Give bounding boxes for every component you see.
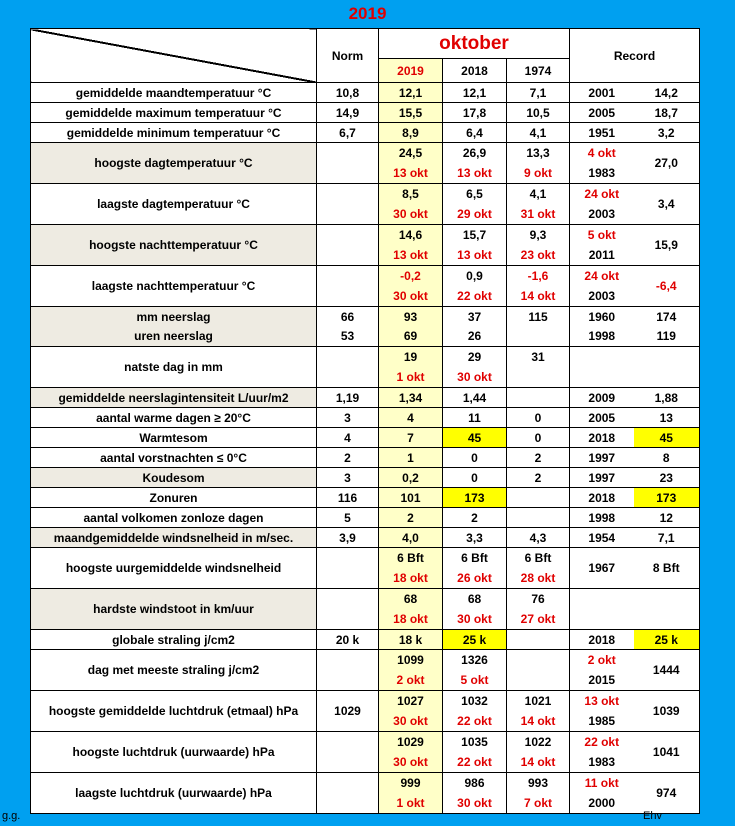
value-y2018 [443,184,507,225]
value-y2018 [443,225,507,266]
value-y1974: 0 [507,428,570,448]
record-year [570,589,634,630]
value-y2019 [379,773,443,814]
table-row [31,528,700,548]
table-row [31,650,700,691]
record-year-value: 2000 [588,796,616,810]
value-date: 27 okt [520,612,556,626]
year-header-2018: 2018 [443,59,507,83]
value-y2019: 4 [379,408,443,428]
norm-value: 4 [317,428,379,448]
value-y2018: 11 [443,408,507,428]
table-row [31,589,700,630]
value-main: 1035 [461,735,488,749]
table-row [31,691,700,732]
corner-diagonal-cell [31,29,317,83]
value-y1974 [507,327,570,347]
value-y2019 [379,266,443,307]
value-date: 26 okt [457,571,492,585]
record-year [570,347,634,388]
value-y1974 [507,488,570,508]
value-y1974: 2 [507,448,570,468]
value-y1974: 2 [507,468,570,488]
row-label: aantal volkomen zonloze dagen [31,508,317,528]
value-y2019: 101 [379,488,443,508]
row-label: Zonuren [31,488,317,508]
row-label: hoogste gemiddelde luchtdruk (etmaal) hPa [31,691,317,732]
value-y2019 [379,548,443,589]
value-y2018: 17,8 [443,103,507,123]
value-date: 22 okt [457,289,492,303]
record-value: 8 Bft [634,548,700,589]
table-row [31,428,700,448]
record-value: 27,0 [634,143,700,184]
value-date: 30 okt [457,796,492,810]
value-y2019: 93 [379,307,443,327]
value-date: 30 okt [393,714,428,728]
record-value: 8 [634,448,700,468]
norm-value [317,225,379,266]
value-y1974 [507,143,570,184]
record-value: 7,1 [634,528,700,548]
record-year: 2005 [570,408,634,428]
year-header-2019: 2019 [379,59,443,83]
value-y2019: 7 [379,428,443,448]
record-value: 1041 [634,732,700,773]
norm-value: 20 k [317,630,379,650]
record-value: 3,4 [634,184,700,225]
value-y2019: 1,34 [379,388,443,408]
table-row [31,327,700,347]
table-row [31,123,700,143]
value-main: 68 [403,592,418,606]
value-y1974 [507,347,570,388]
row-label: mm neerslag [31,307,317,327]
row-label: natste dag in mm [31,347,317,388]
value-main: 1021 [524,694,552,708]
norm-value: 1,19 [317,388,379,408]
record-value [634,589,700,630]
value-y2019 [379,184,443,225]
value-y2019: 12,1 [379,83,443,103]
value-y1974: 4,1 [507,123,570,143]
row-label: hoogste luchtdruk (uurwaarde) hPa [31,732,317,773]
table-row [31,143,700,184]
value-date: 13 okt [457,166,492,180]
table-row [31,508,700,528]
record-year [570,266,634,307]
record-date [570,589,634,609]
value-main: -1,6 [527,269,549,283]
value-main: 9,3 [529,228,547,242]
record-value [634,347,700,388]
value-main: 76 [531,592,545,606]
value-y2019: 18 k [379,630,443,650]
value-main: 14,6 [398,228,423,242]
value-y2018: 25 k [443,630,507,650]
value-main: 1326 [461,653,488,667]
value-y2018 [443,266,507,307]
value-y2019 [379,143,443,184]
value-y1974: 4,3 [507,528,570,548]
record-year: 2009 [570,388,634,408]
value-y1974: 10,5 [507,103,570,123]
value-date: 13 okt [393,166,428,180]
footer-left: g.g. [2,810,21,822]
value-y2019: 0,2 [379,468,443,488]
value-main: 8,5 [402,187,419,201]
value-main: 1022 [524,735,552,749]
value-y1974 [507,691,570,732]
value-main: 68 [467,592,482,606]
row-label: gemiddelde neerslagintensiteit L/uur/m2 [31,388,317,408]
value-main: 4,1 [529,187,547,201]
value-y2018: 0 [443,468,507,488]
record-year: 1951 [570,123,634,143]
value-y1974 [507,589,570,630]
value-main: -0,2 [400,269,421,283]
norm-value [317,266,379,307]
row-label: hoogste dagtemperatuur °C [31,143,317,184]
value-main: 1029 [397,735,424,749]
norm-value: 66 [317,307,379,327]
row-label: laagste luchtdruk (uurwaarde) hPa [31,773,317,814]
record-year [570,773,634,814]
value-date: 13 okt [457,248,492,262]
value-y1974 [507,266,570,307]
record-year: 2018 [570,488,634,508]
value-date: 1 okt [396,370,425,384]
record-value: 25 k [634,630,700,650]
value-y2018 [443,691,507,732]
value-date: 30 okt [393,207,428,221]
table-row [31,732,700,773]
table-row [31,630,700,650]
norm-value: 2 [317,448,379,468]
record-year-value: 2011 [588,248,615,262]
value-y2019 [379,589,443,630]
value-date: 14 okt [520,289,556,303]
record-date: 4 okt [587,146,616,160]
table-row [31,408,700,428]
table-row [31,347,700,388]
record-year: 1997 [570,448,634,468]
record-date: 22 okt [584,735,620,749]
value-main: 15,7 [462,228,487,242]
row-label: aantal vorstnachten ≤ 0°C [31,448,317,468]
record-year-value: 2003 [588,207,616,221]
value-main: 6 Bft [524,551,552,565]
norm-value [317,548,379,589]
value-y1974 [507,508,570,528]
record-date [570,347,634,367]
row-label: laagste dagtemperatuur °C [31,184,317,225]
record-year: 2018 [570,428,634,448]
value-y2019 [379,225,443,266]
table-row [31,83,700,103]
value-date: 18 okt [393,571,428,585]
value-y2019 [379,732,443,773]
value-y2018: 2 [443,508,507,528]
norm-value: 3 [317,468,379,488]
year-header-1974: 1974 [507,59,570,83]
value-y1974: 115 [507,307,570,327]
value-y2018: 3,3 [443,528,507,548]
value-date [507,670,569,690]
value-main: 986 [464,776,485,790]
value-main: 13,3 [526,146,550,160]
value-y2018: 45 [443,428,507,448]
record-year-value: 1983 [588,755,616,769]
value-main: 6 Bft [461,551,488,565]
value-y2019: 8,9 [379,123,443,143]
row-label: hardste windstoot in km/uur [31,589,317,630]
table-row [31,307,700,327]
norm-value [317,143,379,184]
record-value: 23 [634,468,700,488]
value-y1974 [507,548,570,589]
row-label: gemiddelde maximum temperatuur °C [31,103,317,123]
row-label: dag met meeste straling j/cm2 [31,650,317,691]
norm-value [317,732,379,773]
value-main: 24,5 [398,146,423,160]
value-y1974 [507,184,570,225]
table-row [31,388,700,408]
value-y2019: 4,0 [379,528,443,548]
record-year [570,691,634,732]
row-label: hoogste nachttemperatuur °C [31,225,317,266]
value-y2018 [443,589,507,630]
record-year-value: 1983 [588,166,616,180]
value-date: 14 okt [520,755,556,769]
norm-value: 10,8 [317,83,379,103]
record-date: 11 okt [584,776,619,790]
value-date: 5 okt [460,673,489,687]
record-value: 173 [634,488,700,508]
value-y1974 [507,388,570,408]
footer-right: Ehv [643,810,662,822]
record-year [570,732,634,773]
value-date: 28 okt [520,571,556,585]
value-y2018 [443,143,507,184]
record-value: 13 [634,408,700,428]
value-date: 9 okt [523,166,552,180]
value-y2018: 1,44 [443,388,507,408]
record-year: 1998 [570,327,634,347]
value-y1974: 0 [507,408,570,428]
value-y2019 [379,691,443,732]
record-year-value [570,367,634,387]
record-year: 1954 [570,528,634,548]
table-row [31,468,700,488]
record-year-value: 2003 [588,289,616,303]
value-y2019 [379,650,443,691]
value-date: 18 okt [393,612,428,626]
value-main: 1032 [461,694,488,708]
norm-value: 1029 [317,691,379,732]
record-year: 2005 [570,103,634,123]
value-date: 2 okt [396,673,425,687]
value-y2019: 69 [379,327,443,347]
value-y1974 [507,650,570,691]
value-y2018: 37 [443,307,507,327]
value-date: 23 okt [520,248,556,262]
value-date: 30 okt [393,755,428,769]
value-date: 30 okt [457,370,492,384]
value-main: 26,9 [462,146,487,160]
norm-value: 5 [317,508,379,528]
row-label: Warmtesom [31,428,317,448]
value-date: 31 okt [520,207,556,221]
value-y2018: 26 [443,327,507,347]
row-label: globale straling j/cm2 [31,630,317,650]
record-date: 24 okt [584,187,620,201]
norm-value: 3,9 [317,528,379,548]
record-year: 2001 [570,83,634,103]
norm-value: 3 [317,408,379,428]
record-value: 45 [634,428,700,448]
table-row [31,448,700,468]
value-y2018 [443,773,507,814]
value-date: 22 okt [457,755,492,769]
record-year [570,650,634,691]
year-title: 2019 [348,4,387,23]
row-label: laagste nachttemperatuur °C [31,266,317,307]
value-main: 1099 [397,653,424,667]
value-date: 14 okt [520,714,556,728]
record-value: 119 [634,327,700,347]
record-value: 174 [634,307,700,327]
value-y2019 [379,347,443,388]
record-year: 1967 [570,548,634,589]
record-value: 1039 [634,691,700,732]
value-date: 22 okt [457,714,492,728]
month-header: oktober [379,29,570,59]
record-date: 13 okt [584,694,620,708]
record-value: -6,4 [634,266,700,307]
value-y2019: 15,5 [379,103,443,123]
record-date: 5 okt [587,228,616,242]
value-main: 29 [467,350,482,364]
value-main: 6,5 [466,187,483,201]
record-year: 1998 [570,508,634,528]
value-date: 30 okt [393,289,428,303]
value-y2018 [443,732,507,773]
record-year: 2018 [570,630,634,650]
norm-value: 116 [317,488,379,508]
norm-value: 14,9 [317,103,379,123]
value-y2019: 2 [379,508,443,528]
norm-value [317,773,379,814]
value-y2018 [443,548,507,589]
value-main: 19 [403,350,418,364]
value-y2018 [443,650,507,691]
value-main: 31 [531,350,545,364]
record-year-value: 1985 [588,714,616,728]
value-y1974 [507,732,570,773]
value-y2018: 0 [443,448,507,468]
norm-value [317,184,379,225]
climate-table [30,28,700,814]
norm-value [317,589,379,630]
table-row [31,184,700,225]
value-y1974 [507,773,570,814]
value-date: 30 okt [457,612,492,626]
record-year: 1997 [570,468,634,488]
value-main: 999 [400,776,421,790]
row-label: uren neerslag [31,327,317,347]
value-y2018: 12,1 [443,83,507,103]
value-y1974 [507,225,570,266]
value-date: 7 okt [523,796,552,810]
table-row [31,548,700,589]
record-year-value: 2015 [588,673,616,687]
table-row [31,773,700,814]
norm-value: 6,7 [317,123,379,143]
value-y2019: 1 [379,448,443,468]
record-value: 1,88 [634,388,700,408]
record-value: 3,2 [634,123,700,143]
value-date [507,367,569,387]
row-label: gemiddelde maandtemperatuur °C [31,83,317,103]
norm-value: 53 [317,327,379,347]
value-main: 0,9 [466,269,483,283]
value-y1974: 7,1 [507,83,570,103]
record-value: 1444 [634,650,700,691]
table-row [31,266,700,307]
value-y2018: 6,4 [443,123,507,143]
value-main [507,650,569,670]
record-year-value [570,609,634,629]
value-y2018: 173 [443,488,507,508]
value-main: 993 [527,776,549,790]
table-row [31,488,700,508]
row-label: Koudesom [31,468,317,488]
row-label: aantal warme dagen ≥ 20°C [31,408,317,428]
value-main: 1027 [397,694,424,708]
row-label: maandgemiddelde windsnelheid in m/sec. [31,528,317,548]
record-date: 24 okt [584,269,620,283]
table-row [31,103,700,123]
record-value: 974 [634,773,700,814]
table-row [31,225,700,266]
value-date: 1 okt [396,796,425,810]
value-date: 29 okt [457,207,492,221]
record-value: 18,7 [634,103,700,123]
row-label: gemiddelde minimum temperatuur °C [31,123,317,143]
record-year: 1960 [570,307,634,327]
value-y1974 [507,630,570,650]
value-date: 13 okt [393,248,428,262]
value-main: 6 Bft [397,551,424,565]
norm-header: Norm [317,29,379,83]
norm-value [317,347,379,388]
record-value: 12 [634,508,700,528]
record-date: 2 okt [587,653,616,667]
record-year [570,143,634,184]
row-label: hoogste uurgemiddelde windsnelheid [31,548,317,589]
record-header: Record [570,29,700,83]
record-year [570,184,634,225]
norm-value [317,650,379,691]
record-year [570,225,634,266]
record-value: 15,9 [634,225,700,266]
value-y2018 [443,347,507,388]
record-value: 14,2 [634,83,700,103]
